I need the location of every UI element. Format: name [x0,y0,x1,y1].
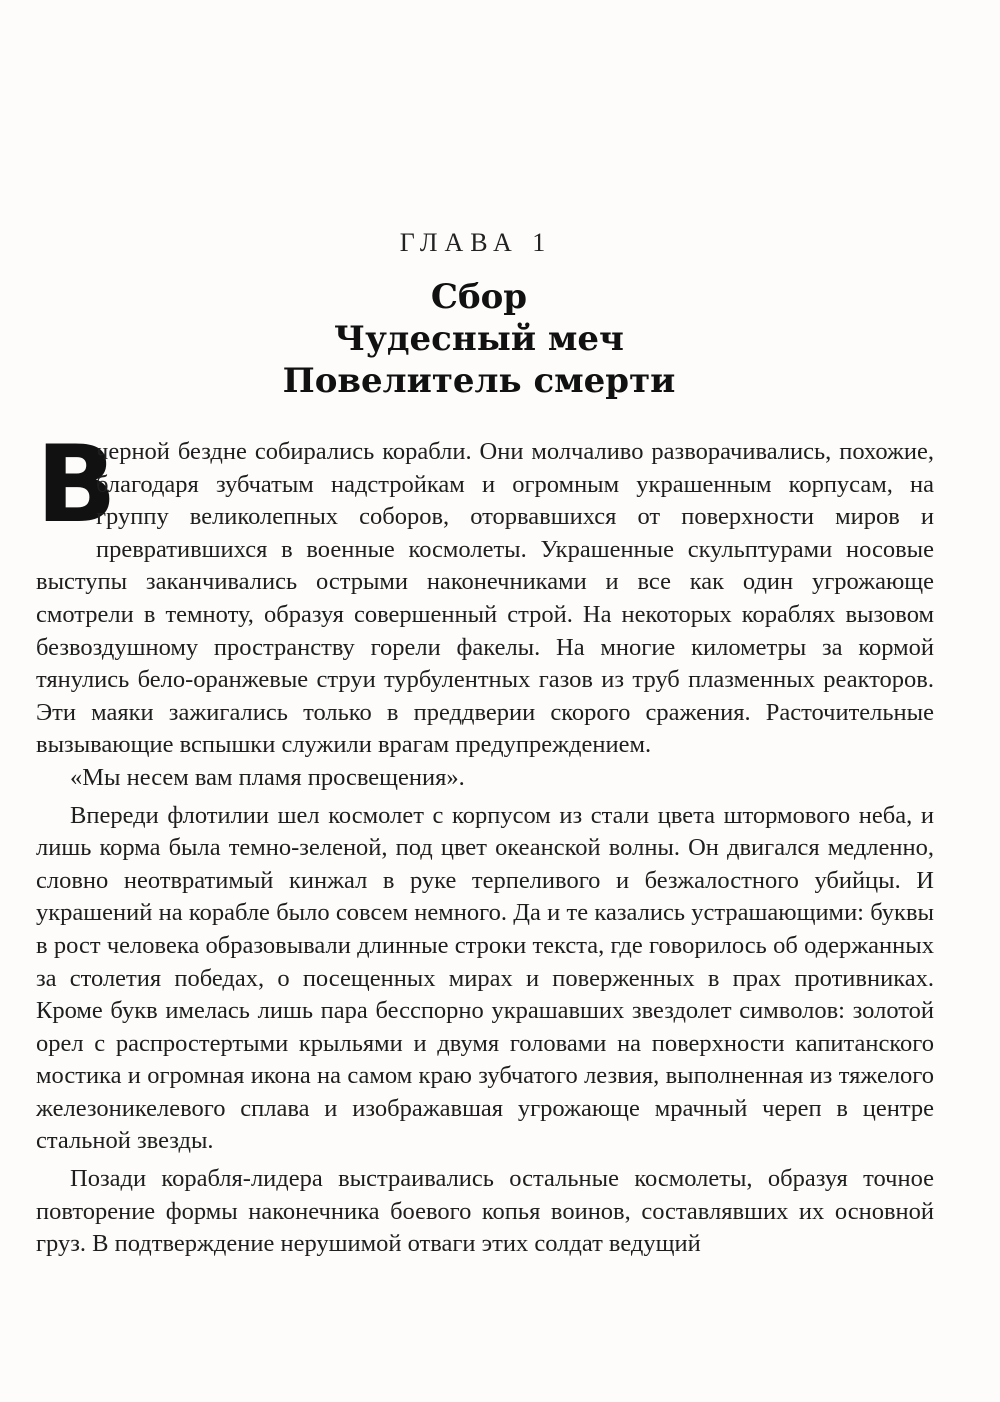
paragraph: «Мы несем вам пламя просвещения». [70,763,465,791]
paragraph [36,423,934,762]
chapter-title [0,276,958,402]
paragraph: Позади корабля-лидера выстраивались остальные космолеты, образуя точное повторение формы наконечника боевого копья воинов, составлявших их основной груз. В подтверждение нерушимой отваги этих солдат ведущий [36,1165,934,1258]
chapter-body [36,423,934,1261]
paragraph-text: черной бездне собирались корабли. Они молчаливо разворачивались, похожие, благодаря зубчатым надстройкам и огромным украшенным корпусам, на группу великолепных соборов, оторвавшихся от поверхности миров и превратившихся в военные космолеты. Украшенные скульптурами носовые выступы заканчивались острыми наконечниками и все как один угрожающе смотрели в темноту, образуя совершенный строй. На некоторых кораблях вызовом безвоздушному пространству горели факелы. На многие километры за кормой тянулись бело-оранжевые струи турбулентных газов из труб плазменных реакторов. Эти маяки зажигались только в преддверии скорого сражения. Расточительные вызывающие вспышки служили врагам предупреждением. [36,438,934,759]
chapter-title-line: Сбор [430,277,528,317]
chapter-title-line: Повелитель смерти [282,361,676,401]
chapter-title-line: Чудесный меч [334,319,624,359]
drop-cap: В [36,423,117,546]
paragraph: Впереди флотилии шел космолет с корпусом из стали цвета штормового неба, и лишь корма была темно-зеленой, под цвет океанской волны. Он двигался медленно, словно неотвратимый кинжал в руке терпеливого и безжалостного убийцы. И украшений на корабле было совсем немного. Да и те казались устрашающими: буквы в рост человека образовывали длинные строки текста, где говорилось об одержанных за столетия победах, о посещенных мирах и поверженных в прах противниках. Кроме букв имелась лишь пара бесспорно украшавших звездолет символов: золотой орел с распростертыми крыльями и двумя головами на поверхности капитанского мостика и огромная икона на самом краю зубчатого лезвия, выполненная из тяжелого железоникелевого сплава и изображавшая угрожающе мрачный череп в центре стальной звезды. [36,801,934,1155]
chapter-label: ГЛАВА 1 [399,228,553,257]
